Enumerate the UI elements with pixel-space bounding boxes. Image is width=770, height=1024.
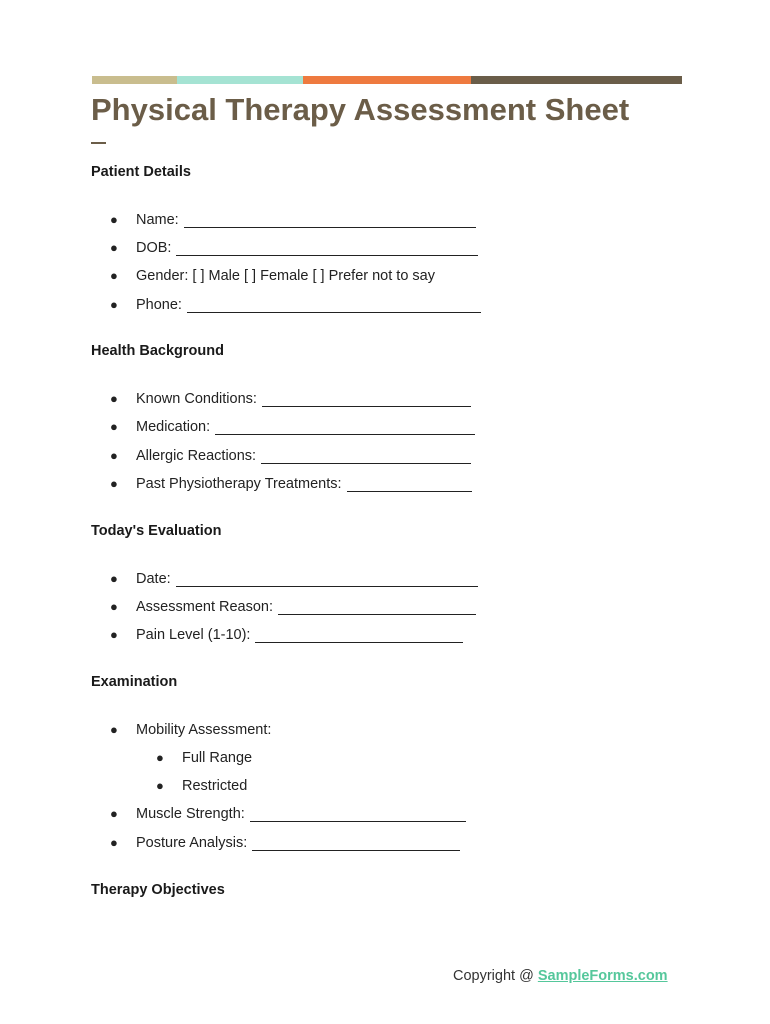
bullet-icon: ● <box>156 750 164 765</box>
bullet-icon: ● <box>110 240 118 255</box>
list-item-medication <box>110 417 475 437</box>
bullet-icon: ● <box>110 599 118 614</box>
muscle-strength-blank-line[interactable] <box>250 806 466 822</box>
list-item-date <box>110 569 478 589</box>
bullet-icon: ● <box>110 476 118 491</box>
list-item-gender <box>110 266 435 286</box>
color-bar-segment-3 <box>303 76 471 84</box>
list-item-assessment-reason <box>110 597 476 617</box>
field-label-date: Date: <box>136 571 171 587</box>
field-label-gender: Gender: [ ] Male [ ] Female [ ] Prefer not to say <box>136 268 435 284</box>
brand-link[interactable]: SampleForms.com <box>537 968 668 984</box>
list-item-muscle-strength <box>110 804 466 824</box>
section-heading-patient-details: Patient Details <box>91 164 191 180</box>
field-label-known-conditions: Known Conditions: <box>136 391 257 407</box>
bullet-icon: ● <box>110 297 118 312</box>
color-bar-segment-2 <box>177 76 303 84</box>
list-item-pain-level <box>110 625 463 645</box>
section-heading-examination: Examination <box>91 674 178 690</box>
pain-level-blank-line[interactable] <box>255 627 463 643</box>
option-restricted: Restricted <box>182 778 248 794</box>
field-label-posture-analysis: Posture Analysis: <box>136 835 248 851</box>
bullet-icon: ● <box>110 419 118 434</box>
bullet-icon: ● <box>110 722 118 737</box>
field-label-mobility-assessment: Mobility Assessment: <box>136 722 272 738</box>
list-item-restricted <box>156 776 247 796</box>
bullet-icon: ● <box>110 212 118 227</box>
document-title: Physical Therapy Assessment Sheet <box>91 92 630 127</box>
list-item-full-range <box>156 748 252 768</box>
section-heading-todays-evaluation: Today's Evaluation <box>91 523 222 539</box>
footer-copyright <box>453 968 668 984</box>
field-label-allergic-reactions: Allergic Reactions: <box>136 448 257 464</box>
dob-blank-line[interactable] <box>176 240 478 256</box>
list-item-posture-analysis <box>110 833 460 853</box>
field-label-past-treatments: Past Physiotherapy Treatments: <box>136 476 342 492</box>
copyright-prefix: Copyright @ <box>453 968 538 984</box>
list-item-mobility-assessment <box>110 720 271 740</box>
field-label-pain-level: Pain Level (1-10): <box>136 627 251 643</box>
field-label-dob: DOB: <box>136 240 172 256</box>
section-heading-therapy-objectives: Therapy Objectives <box>91 882 225 898</box>
list-item-past-treatments <box>110 474 472 494</box>
assessment-reason-blank-line[interactable] <box>278 599 476 615</box>
list-item-known-conditions <box>110 389 471 409</box>
section-heading-health-background: Health Background <box>91 343 224 359</box>
list-item-phone <box>110 295 481 315</box>
medication-blank-line[interactable] <box>215 419 475 435</box>
bullet-icon: ● <box>110 571 118 586</box>
phone-blank-line[interactable] <box>187 297 481 313</box>
posture-analysis-blank-line[interactable] <box>252 835 460 851</box>
bullet-icon: ● <box>110 268 118 283</box>
bullet-icon: ● <box>110 627 118 642</box>
field-label-medication: Medication: <box>136 419 211 435</box>
bullet-icon: ● <box>110 391 118 406</box>
option-full-range: Full Range <box>182 750 253 766</box>
name-blank-line[interactable] <box>184 212 476 228</box>
date-blank-line[interactable] <box>176 571 478 587</box>
list-item-name <box>110 210 476 230</box>
known-conditions-blank-line[interactable] <box>262 391 471 407</box>
bullet-icon: ● <box>110 448 118 463</box>
bullet-icon: ● <box>110 835 118 850</box>
list-item-allergic-reactions <box>110 446 471 466</box>
color-bar-segment-4 <box>471 76 682 84</box>
field-label-assessment-reason: Assessment Reason: <box>136 599 274 615</box>
field-label-name: Name: <box>136 212 179 228</box>
header-color-bar <box>92 76 682 84</box>
past-treatments-blank-line[interactable] <box>347 476 472 492</box>
list-item-dob <box>110 238 478 258</box>
field-label-phone: Phone: <box>136 297 182 313</box>
allergic-reactions-blank-line[interactable] <box>261 448 471 464</box>
bullet-icon: ● <box>156 778 164 793</box>
title-underline-dash <box>91 142 106 144</box>
field-label-muscle-strength: Muscle Strength: <box>136 806 245 822</box>
bullet-icon: ● <box>110 806 118 821</box>
color-bar-segment-1 <box>92 76 177 84</box>
